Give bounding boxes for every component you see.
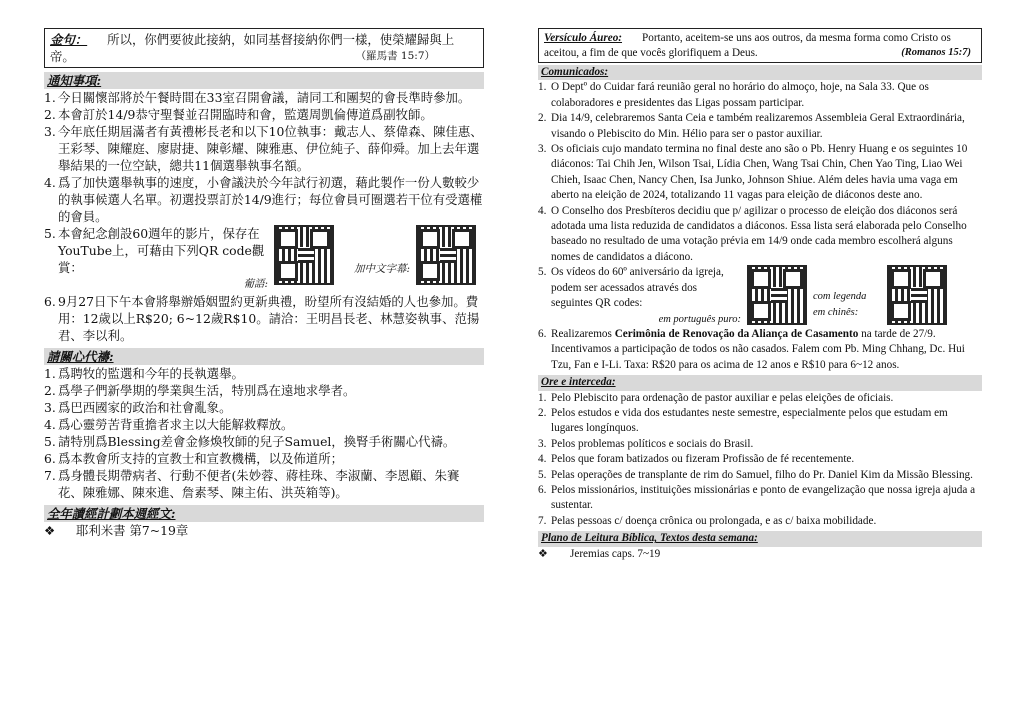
list-item: 7. Pelas pessoas c/ doença crônica ou prolongada, e as c/ baixa mobilidade. — [538, 514, 877, 527]
list-item: 2. Pelos estudos e vida dos estudantes neste semestre, especialmente pelos que estudam em lugares longínquos. — [538, 406, 948, 435]
list-item: 4. O Conselho dos Presbíteros decidiu que p/ agilizar o processo de eleição dos diáconos será adotada uma lista reduzida de candidatos a diáconos. Essa lista será elaborada pelo Conselho baseado no resultado de uma votação prévia em 14/9 onde cada membro escolherá alguns nomes de candidatos a diácono. — [538, 204, 967, 263]
list-item: 1. Pelo Plebiscito para ordenação de pastor auxiliar e pelas eleições de oficiais. — [538, 391, 894, 404]
qr-code-portuguese[interactable] — [274, 225, 334, 285]
golden-verse-box — [538, 28, 982, 63]
list-item: 6. 爲本教會所支持的宣教士和宣教機構，以及佈道所； — [44, 451, 343, 466]
qr-caption: 葡語: — [243, 278, 268, 290]
list-item: 6. Pelos missionários, instituições missionárias e ponto de evangelização que nossa igreja ajuda a sustentar. — [538, 483, 976, 512]
list-item: 4. Pelos que foram batizados ou fizeram Profissão de fé recentemente. — [538, 453, 855, 466]
announcements-title: 通知事項: — [44, 72, 484, 89]
reading-title: 全年讀經計劃本週經文: — [44, 505, 484, 522]
qr-code-chinese-subtitles[interactable] — [416, 225, 476, 285]
prayer-title: 請關心代禱: — [44, 348, 484, 365]
qr-caption: em português puro: — [658, 313, 741, 325]
reading-item: ❖ 耶利米書 第7~19章 — [44, 523, 189, 538]
list-item: 4. 爲心靈勞苦背重擔者求主以大能解救釋放。 — [44, 417, 294, 432]
list-item: 4. 爲了加快選舉執事的速度，小會議決於今年試行初選，藉此製作一份人數較少的執事候選人名單。初選投票訂於14/9進行；每位會員可圈選若干位有受選權的會員。 — [44, 175, 483, 224]
list-item: 3. Os oficiais cujo mandato termina no final deste ano são o Pb. Henry Huang e os seguintes 10 diáconos: Tai Chih Jen, Wilson Tsai, Lídia Chen, Wang Tsai Chin, Chen Yao Ting, Liao Wei Chieh, Isaac Chen, Nancy Chen, Isa Junko, Johnson Shiue. Além deles havia uma vaga em aberto na eleição de 2024, totalizando 11 vagas para eleição de diáconos deste ano. — [538, 143, 968, 202]
announcements-list — [538, 80, 982, 373]
announcements-list — [44, 89, 484, 344]
list-item: 2. Dia 14/9, celebraremos Santa Ceia e também realizaremos Assembleia Geral Extraordinária, visando o Plebiscito do Min. Hélio para ser o pastor auxiliar. — [538, 112, 965, 140]
golden-verse-text: Portanto, aceitem-se uns aos outros, da mesma forma como Cristo os aceitou, a fim de que vocês glorifiquem a Deus. — [544, 32, 951, 59]
qr-code-chinese-subtitles[interactable] — [887, 265, 947, 325]
list-item: 2. 本會訂於14/9恭守聖餐並召開臨時和會，監選周凱倫傳道爲副牧師。 — [44, 107, 433, 122]
list-item: 6. 9月27日下午本會將舉辦婚姻盟約更新典禮，盼望所有沒結婚的人也參加。費用：12歲以上R$20; 6~12歲R$10。請洽：王明昌長老、林慧姿執事、范揚君、李以利。 — [44, 294, 480, 343]
diamond-bullet-icon: ❖ — [44, 523, 56, 538]
wedding-renewal-highlight: Cerimônia de Renovação da Aliança de Casamento — [614, 327, 859, 340]
list-item: 1. 今日關懷部將於午餐時間在33室召開會議，請同工和團契的會長準時參加。 — [44, 90, 471, 105]
list-item: 5. Os vídeos do 60º aniversário da igreja, podem ser acessados através dos seguintes QR codes: em português puro: com legenda em chinês: — [538, 265, 982, 327]
golden-verse-label: Versículo Áureo: — [544, 32, 623, 44]
list-item: 3. Pelos problemas políticos e sociais do Brasil. — [538, 437, 754, 450]
list-item: 1. O Deptº do Cuidar fará reunião geral no horário do almoço, hoje, na Sala 33. Que os colaboradores e presidentes das Ligas possam participar. — [538, 81, 929, 109]
prayer-list — [538, 391, 982, 530]
qr-code-portuguese[interactable] — [747, 265, 807, 325]
list-item: 5. 本會紀念創設60週年的影片，保存在YouTube上，可藉由下列QR code觀賞： 葡語: 加中文字幕: — [44, 225, 484, 293]
list-item: 5. Pelas operações de transplante de rim do Samuel, filho do Pr. Daniel Kim da Missão Blessing. — [538, 468, 973, 481]
list-item: 7. 爲身體長期帶病者、行動不便者(朱妙蓉、蔣桂珠、李淑蘭、李恩顧、朱賽花、陳雅娜、陳來進、詹素琴、陳主佑、洪英箱等)。 — [44, 468, 460, 500]
list-item: 1. 爲聘牧的監選和今年的長執選舉。 — [44, 366, 244, 381]
golden-verse-text: 所以，你們要彼此接納，如同基督接納你們一樣，使榮耀歸與上帝。 — [50, 32, 455, 64]
golden-verse-box — [44, 28, 484, 68]
golden-verse-ref: （羅馬書 15:7） — [355, 50, 435, 62]
announcements-title: Comunicados: — [538, 65, 982, 80]
list-item: 2. 爲學子們新學期的學業與生活，特別爲在遠地求學者。 — [44, 383, 356, 398]
prayer-list — [44, 365, 484, 501]
qr-caption: com legenda em chinês: — [813, 291, 867, 318]
chinese-column — [44, 28, 484, 539]
list-item: 5. 請特別爲Blessing差會金修煥牧師的兒子Samuel，換腎手術關心代禱。 — [44, 434, 456, 449]
list-item: 3. 爲巴西國家的政治和社會亂象。 — [44, 400, 232, 415]
prayer-title: Ore e interceda: — [538, 375, 982, 390]
golden-verse-label: 金句： — [50, 32, 88, 47]
list-item: 6. Realizaremos Cerimônia de Renovação da Aliança de Casamento na tarde de 27/9. Incentivamos a participação de todos os não casados. Falem com Pb. Ming Chhang, Dc. Hui Tzu, Fan e I-Li. Taxa: R$20 para os acima de 12 anos e R$10 para 6~12 anos. — [538, 327, 965, 371]
diamond-bullet-icon: ❖ — [538, 547, 549, 560]
list-item: 3. 今年底任期屆滿者有黃禮彬長老和以下10位執事：戴志人、蔡偉森、陳佳惠、王彩琴、陳耀庭、廖尉捷、陳彰耀、陳雅惠、伊位純子、薛仰舜。加上去年選舉結果的一位空缺，總共11個選舉執事名額。 — [44, 124, 483, 173]
qr-caption: 加中文字幕: — [353, 263, 410, 275]
golden-verse-ref: (Romanos 15:7) — [901, 46, 971, 58]
reading-item: ❖ Jeremias caps. 7~19 — [538, 547, 982, 562]
reading-title: Plano de Leitura Bíblica, Textos desta semana: — [538, 531, 982, 546]
portuguese-column — [538, 28, 982, 562]
